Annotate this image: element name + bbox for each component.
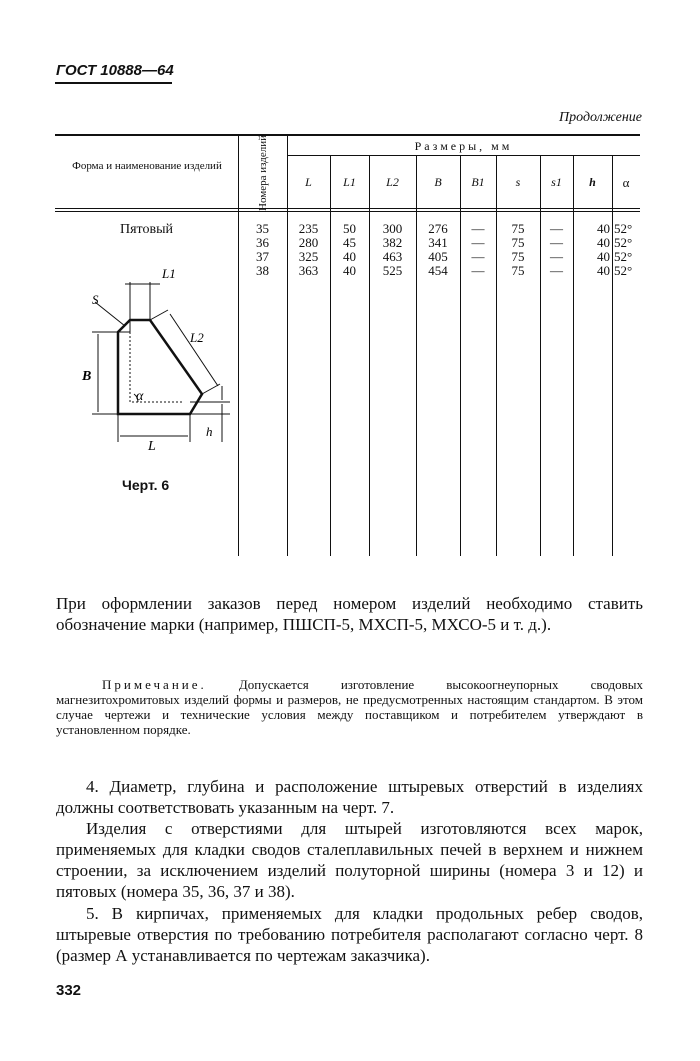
table-divider — [496, 155, 497, 556]
cell: 341 — [428, 235, 448, 250]
col-alpha — [612, 222, 640, 278]
note-text: Допускается изготовление высокоогнеупорных сводовых магнезитохромитовых изделий формы и размеров, не предусмотренных настоящим стандартом. В этом случае чертежи и технические условия между поставщиком и потребителем утверждают в установленном порядке. — [56, 677, 643, 737]
note-label: Примечание. — [102, 677, 207, 692]
cell: 75 — [511, 235, 525, 250]
label-h: h — [206, 424, 213, 439]
cell: 75 — [511, 221, 525, 236]
label-L1: L1 — [162, 266, 176, 281]
label-S: S — [92, 292, 99, 307]
cell: 38 — [256, 263, 269, 278]
paragraph-4: 4. Диаметр, глубина и расположение штыревых отверстий в изделиях должны соответствовать указанным на черт. 7. — [56, 777, 643, 817]
order-note-paragraph: При оформлении заказов перед номером изделий необходимо ставить обозначение марки (например, ПШСП-5, МХСП-5, МХСО-5 и т. д.). — [56, 594, 643, 634]
cell: — — [471, 249, 485, 264]
cell: — — [471, 235, 485, 250]
cell: — — [550, 235, 563, 250]
sizes-header-rule — [287, 155, 640, 156]
cell: 35 — [256, 221, 269, 236]
col-header: s1 — [551, 175, 562, 189]
col-header: s — [515, 175, 521, 189]
label-alpha: α — [136, 389, 144, 404]
header-form: Форма и наименование изделий — [72, 160, 222, 172]
table-divider — [573, 155, 574, 556]
col-s1 — [540, 222, 573, 278]
cell: 52° — [614, 249, 633, 264]
col-header: α — [622, 175, 630, 190]
table-divider — [460, 155, 461, 556]
cell: 363 — [298, 263, 319, 278]
cell: — — [550, 221, 563, 236]
col-s — [496, 222, 540, 278]
cell: 40 — [597, 221, 610, 236]
col-L2 — [369, 222, 416, 278]
cell: 36 — [256, 235, 269, 250]
header-bottom-rule-2 — [55, 211, 640, 212]
cell: 525 — [382, 263, 403, 278]
cell: 235 — [298, 221, 319, 236]
label-L: L — [148, 439, 156, 454]
table-divider — [330, 155, 331, 556]
cell: — — [471, 221, 485, 236]
col-header: B — [434, 175, 442, 189]
cell: 40 — [597, 235, 610, 250]
cell: 40 — [597, 263, 610, 278]
cell: 276 — [428, 221, 448, 236]
header-number: Номера изделий — [256, 135, 269, 211]
cell: 52° — [614, 221, 633, 236]
cell: — — [471, 263, 485, 278]
cell: 45 — [343, 235, 356, 250]
header-sizes: Размеры, мм — [414, 139, 513, 153]
cell: 463 — [382, 249, 403, 264]
col-header: h — [589, 175, 596, 189]
header-number-cell — [238, 135, 287, 211]
product-name: Пятовый — [120, 222, 173, 237]
cell: 75 — [511, 249, 525, 264]
cell: 50 — [343, 221, 356, 236]
cell: 454 — [428, 263, 448, 278]
header-bottom-rule — [55, 208, 640, 209]
table-divider — [612, 155, 613, 556]
page-number: 332 — [56, 982, 82, 999]
col-header: L2 — [386, 175, 399, 189]
col-B — [416, 222, 460, 278]
cell: 40 — [343, 263, 356, 278]
col-L — [287, 222, 330, 278]
table-divider — [287, 134, 288, 556]
cell: 40 — [597, 249, 610, 264]
table-divider — [416, 155, 417, 556]
cell: — — [550, 263, 563, 278]
brick-drawing — [70, 262, 235, 467]
cell: — — [550, 249, 563, 264]
col-header: L1 — [343, 175, 356, 189]
paragraph-4b: Изделия с отверстиями для штырей изготовляются всех марок, применяемых для кладки сводов сталеплавильных печей в верхнем и нижнем строении, за исключением изделий полуторной ширины (номера 3 и 12) и пятовых (номера 35, 36, 37 и 38). — [56, 819, 643, 901]
col-number — [238, 222, 287, 278]
label-B: B — [82, 369, 92, 384]
cell: 75 — [511, 263, 525, 278]
col-header: B1 — [471, 175, 485, 189]
table-top-rule — [55, 134, 640, 136]
cell: 37 — [256, 249, 269, 264]
table-divider — [369, 155, 370, 556]
continuation-label: Продолжение — [559, 110, 642, 125]
header-underline — [55, 82, 172, 84]
note-paragraph — [56, 677, 643, 737]
cell: 40 — [343, 249, 356, 264]
cell: 382 — [382, 235, 403, 250]
label-L2: L2 — [190, 330, 204, 345]
col-L1 — [330, 222, 369, 278]
col-header: L — [305, 175, 312, 189]
cell: 280 — [298, 235, 319, 250]
cell: 52° — [614, 263, 633, 278]
cell: 52° — [614, 235, 633, 250]
cell: 325 — [298, 249, 319, 264]
col-h — [573, 222, 612, 278]
cell: 300 — [382, 221, 403, 236]
figure-caption: Черт. 6 — [122, 477, 170, 493]
col-B1 — [460, 222, 496, 278]
paragraph-5: 5. В кирпичах, применяемых для кладки продольных ребер сводов, штыревые отверстия по требованию потребителя располагают согласно черт. 8 (размер А устанавливается по чертежам заказчика). — [56, 904, 643, 965]
cell: 405 — [428, 249, 448, 264]
table-divider — [540, 155, 541, 556]
standard-header: ГОСТ 10888—64 — [56, 62, 174, 79]
